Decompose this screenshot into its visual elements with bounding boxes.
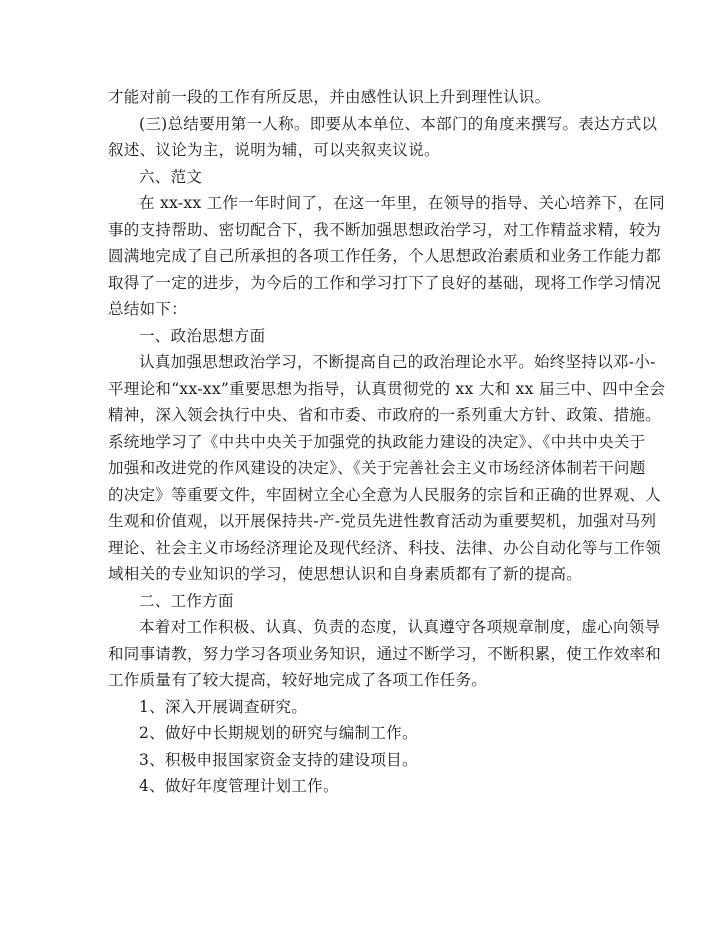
list-item: 2、做好中长期规划的研究与编制工作。 <box>139 724 418 742</box>
text-line: 精神，深入领会执行中央、省和市委、市政府的一系列重大方针、政策、措施。 <box>108 406 662 424</box>
text-line: 系统地学习了《中共中央关于加强党的执政能力建设的决定》、《中共中央关于 <box>108 432 646 451</box>
text-line: 域相关的专业知识的学习，使思想认识和自身素质都有了新的提高。 <box>108 565 583 583</box>
text-line: 叙述、议论为主，说明为辅，可以夹叙夹议说。 <box>108 141 440 159</box>
text-line: 生观和价值观，以开展保持共-产-党员先进性教育活动为重要契机，加强对马列 <box>108 512 657 530</box>
text-line: 认真加强思想政治学习，不断提高自己的政治理论水平。始终坚持以邓-小- <box>139 353 656 371</box>
text-line: 的决定》等重要文件，牢固树立全心全意为人民服务的宗旨和正确的世界观、人 <box>108 485 662 504</box>
section-heading-work: 二、工作方面 <box>139 591 234 610</box>
text-line: 圆满地完成了自己所承担的各项工作任务，个人思想政治素质和业务工作能力都 <box>108 247 662 265</box>
document-page <box>108 84 666 800</box>
text-line: 总结如下： <box>108 300 188 318</box>
text-line: 平理论和“xx-xx”重要思想为指导，认真贯彻党的 xx 大和 xx 届三中、四中全会 <box>108 379 666 398</box>
text-line: 理论、社会主义市场经济理论及现代经济、科技、法律、办公自动化等与工作领 <box>108 538 662 557</box>
list-item: 4、做好年度管理计划工作。 <box>139 777 339 795</box>
section-heading-politics: 一、政治思想方面 <box>139 326 266 345</box>
section-heading-sample-text: 六、范文 <box>139 167 203 186</box>
text-line: 工作质量有了较大提高，较好地完成了各项工作任务。 <box>108 671 488 689</box>
list-item: 3、积极申报国家资金支持的建设项目。 <box>139 750 418 769</box>
list-item: 1、深入开展调查研究。 <box>139 697 308 716</box>
text-line: 加强和改进党的作风建设的决定》、《关于完善社会主义市场经济体制若干问题 <box>108 459 646 477</box>
text-line: 才能对前一段的工作有所反思，并由感性认识上升到理性认识。 <box>108 88 551 106</box>
text-line: (三)总结要用第一人称。即要从本单位、本部门的角度来撰写。表达方式以 <box>139 114 658 133</box>
text-line: 和同事请教，努力学习各项业务知识，通过不断学习，不断积累，使工作效率和 <box>108 644 662 663</box>
text-line: 本着对工作积极、认真、负责的态度，认真遵守各项规章制度，虚心向领导 <box>139 618 661 636</box>
text-line: 在 xx-xx 工作一年时间了，在这一年里，在领导的指导、关心培养下，在同 <box>139 194 665 212</box>
text-line: 取得了一定的进步，为今后的工作和学习打下了良好的基础，现将工作学习情况 <box>108 273 662 292</box>
text-line: 事的支持帮助、密切配合下，我不断加强思想政治学习，对工作精益求精，较为 <box>108 220 662 239</box>
